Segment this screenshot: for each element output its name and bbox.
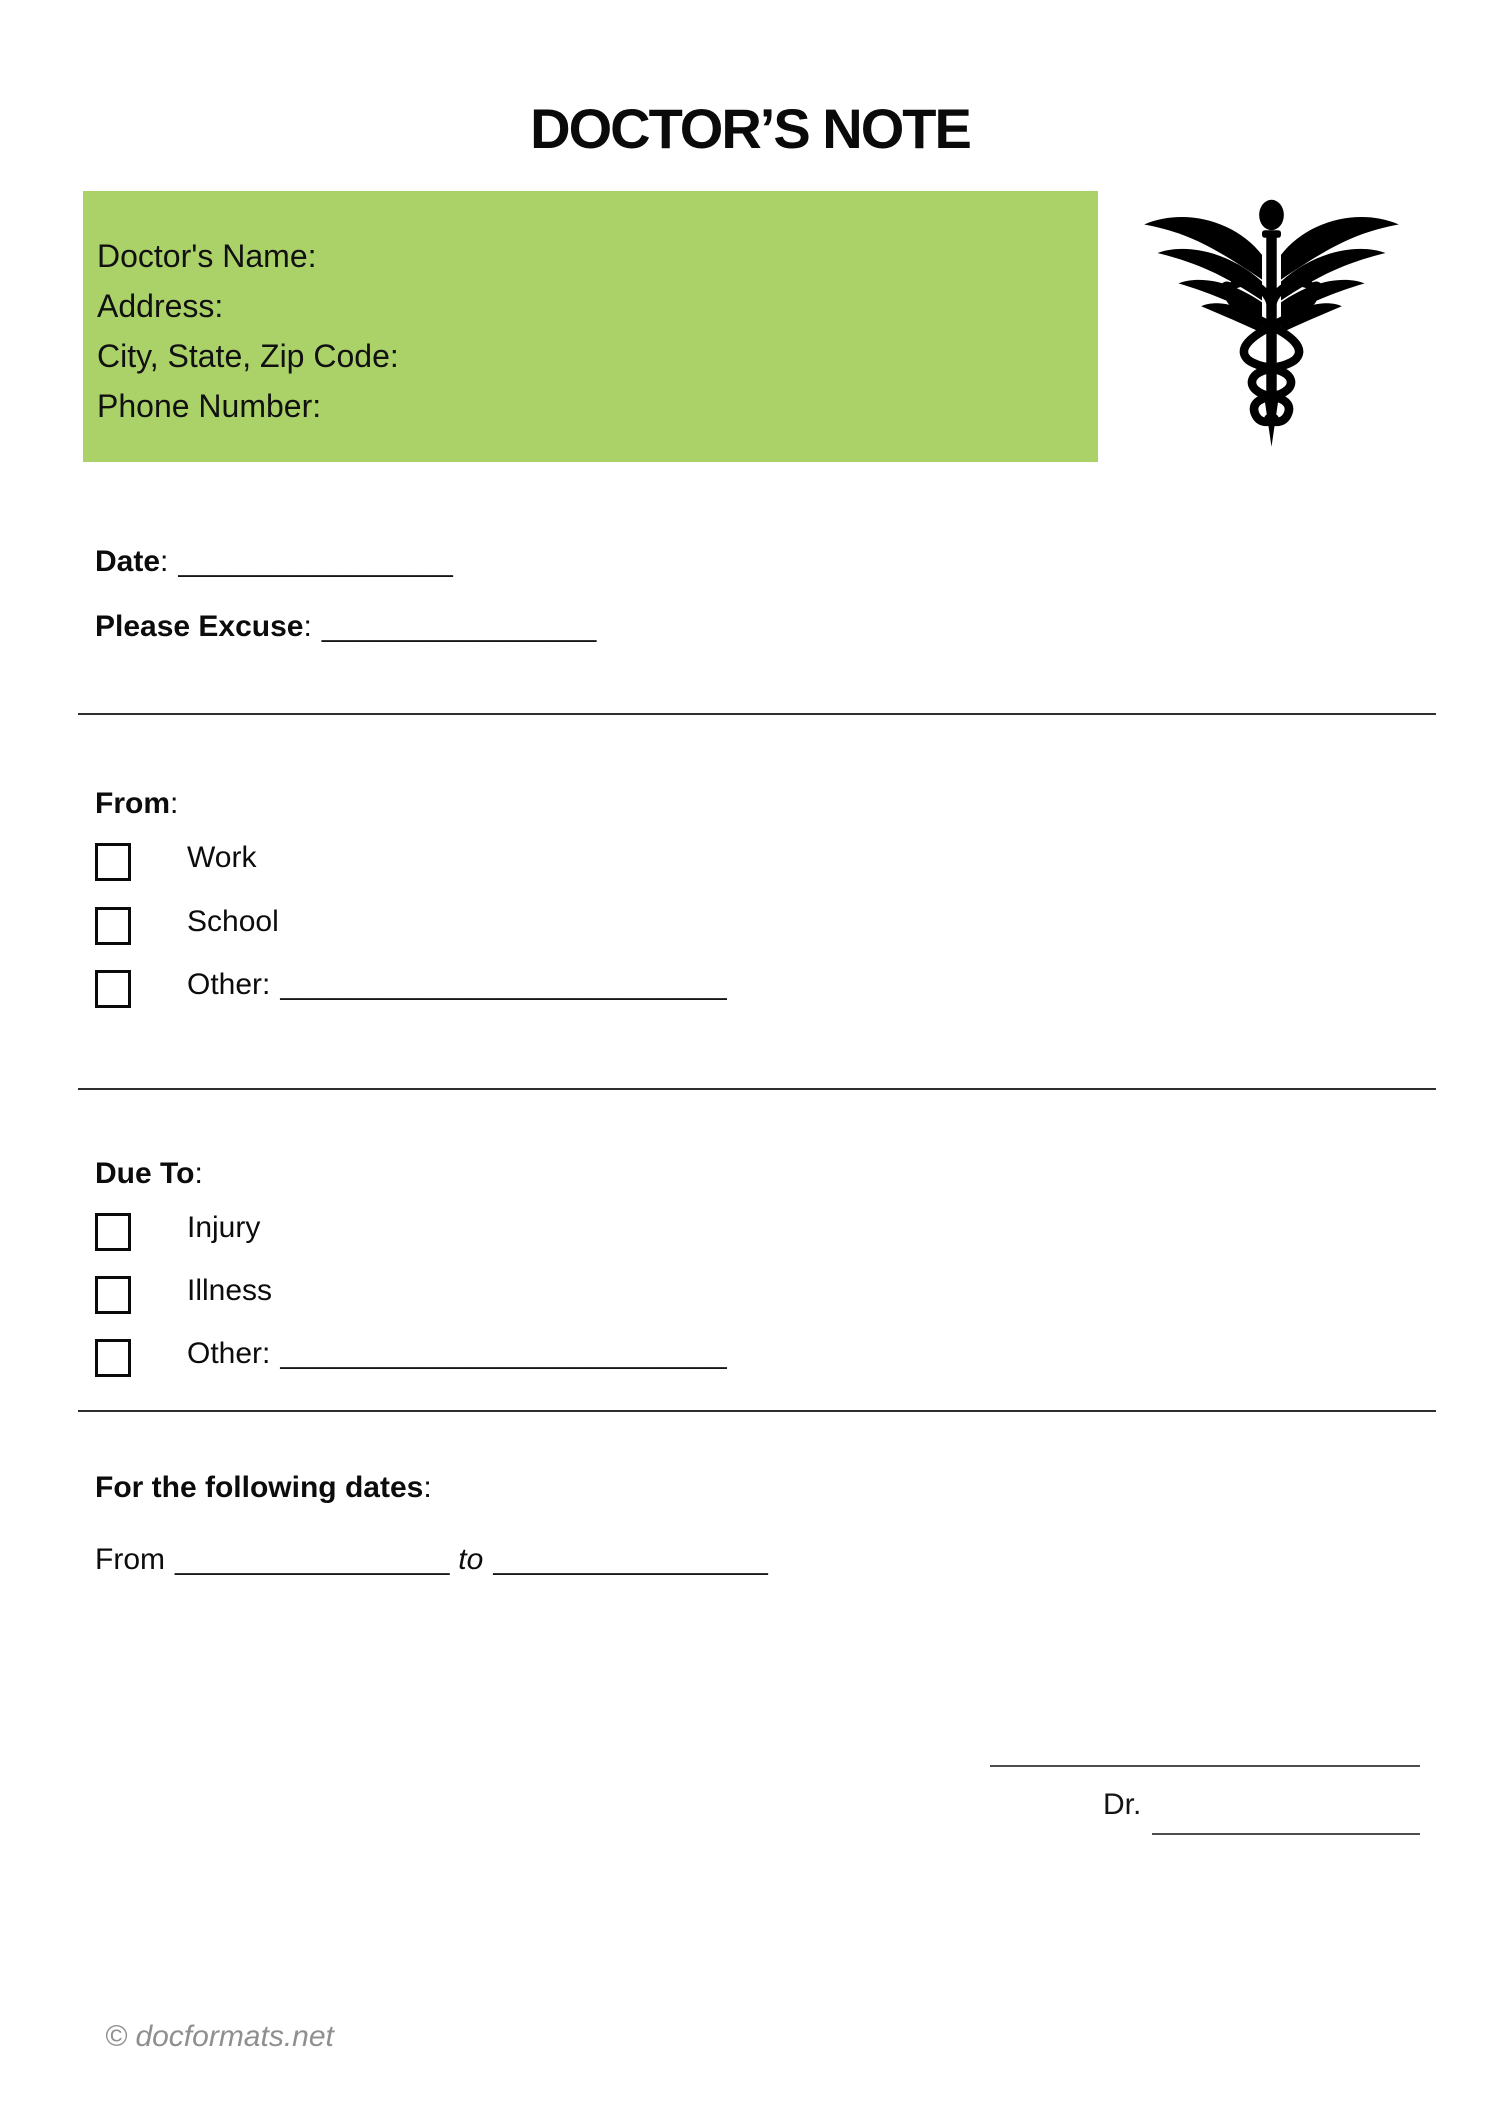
due-to-heading-label: Due To: [95, 1157, 195, 1190]
please-excuse-label: Please Excuse: [95, 610, 304, 643]
from-section-heading: [95, 787, 178, 821]
date-field-row: [95, 545, 453, 579]
illness-label: Illness: [187, 1274, 273, 1307]
dates-heading-label: For the following dates: [95, 1471, 424, 1504]
please-excuse-field-row: [95, 610, 597, 644]
section-divider-2: [78, 1088, 1436, 1090]
due-to-other-label: Other: __________________________: [187, 1337, 728, 1370]
from-option-other-row: [95, 968, 727, 1008]
checkbox-from-other[interactable]: [95, 970, 131, 1008]
section-divider-1: [78, 713, 1436, 715]
checkbox-due-to-other[interactable]: [95, 1339, 131, 1377]
range-from-blank-line[interactable]: ________________: [175, 1543, 450, 1576]
checkbox-school[interactable]: [95, 907, 131, 945]
caduceus-icon: [1128, 196, 1415, 462]
please-excuse-colon: :: [303, 610, 312, 643]
phone-number-label: Phone Number:: [97, 388, 322, 424]
from-other-blank-line[interactable]: __________________________: [280, 968, 728, 1001]
from-heading-label: From: [95, 787, 170, 820]
date-colon: :: [160, 545, 169, 578]
injury-label: Injury: [187, 1211, 261, 1244]
due-to-option-illness-row: [95, 1274, 272, 1314]
dates-heading-colon: :: [423, 1471, 432, 1504]
city-state-zip-label: City, State, Zip Code:: [97, 338, 399, 374]
range-to-blank-line[interactable]: ________________: [493, 1543, 769, 1576]
doctor-prefix-label: Dr.: [1103, 1788, 1142, 1821]
signature-line-top[interactable]: [990, 1765, 1420, 1767]
due-to-other-blank-line[interactable]: __________________________: [280, 1337, 728, 1370]
checkbox-illness[interactable]: [95, 1276, 131, 1314]
doctor-name-label: Doctor's Name:: [97, 238, 317, 274]
range-to-label: to: [458, 1543, 484, 1576]
date-blank-line[interactable]: ________________: [178, 545, 454, 578]
range-from-label: From: [95, 1543, 165, 1576]
from-option-school-row: [95, 905, 279, 945]
work-label: Work: [187, 841, 257, 874]
due-to-section-heading: [95, 1157, 203, 1191]
date-label: Date: [95, 545, 161, 578]
due-to-option-injury-row: [95, 1211, 260, 1251]
from-other-label: Other: __________________________: [187, 968, 728, 1001]
site-credit: © docformats.net: [105, 2020, 334, 2053]
checkbox-injury[interactable]: [95, 1213, 131, 1251]
from-heading-colon: :: [170, 787, 179, 820]
please-excuse-blank-line[interactable]: ________________: [321, 610, 597, 643]
section-divider-3: [78, 1410, 1436, 1412]
due-to-option-other-row: [95, 1337, 727, 1377]
due-to-heading-colon: :: [194, 1157, 203, 1190]
page-title: DOCTOR’S NOTE: [530, 97, 970, 160]
clinic-info-panel: [83, 191, 1098, 462]
school-label: School: [187, 905, 279, 938]
address-label: Address:: [97, 288, 224, 324]
from-option-work-row: [95, 841, 256, 881]
checkbox-work[interactable]: [95, 843, 131, 881]
signature-line-bottom[interactable]: [1152, 1833, 1420, 1835]
date-range-row: [95, 1543, 768, 1577]
dates-section-heading: [95, 1471, 432, 1505]
